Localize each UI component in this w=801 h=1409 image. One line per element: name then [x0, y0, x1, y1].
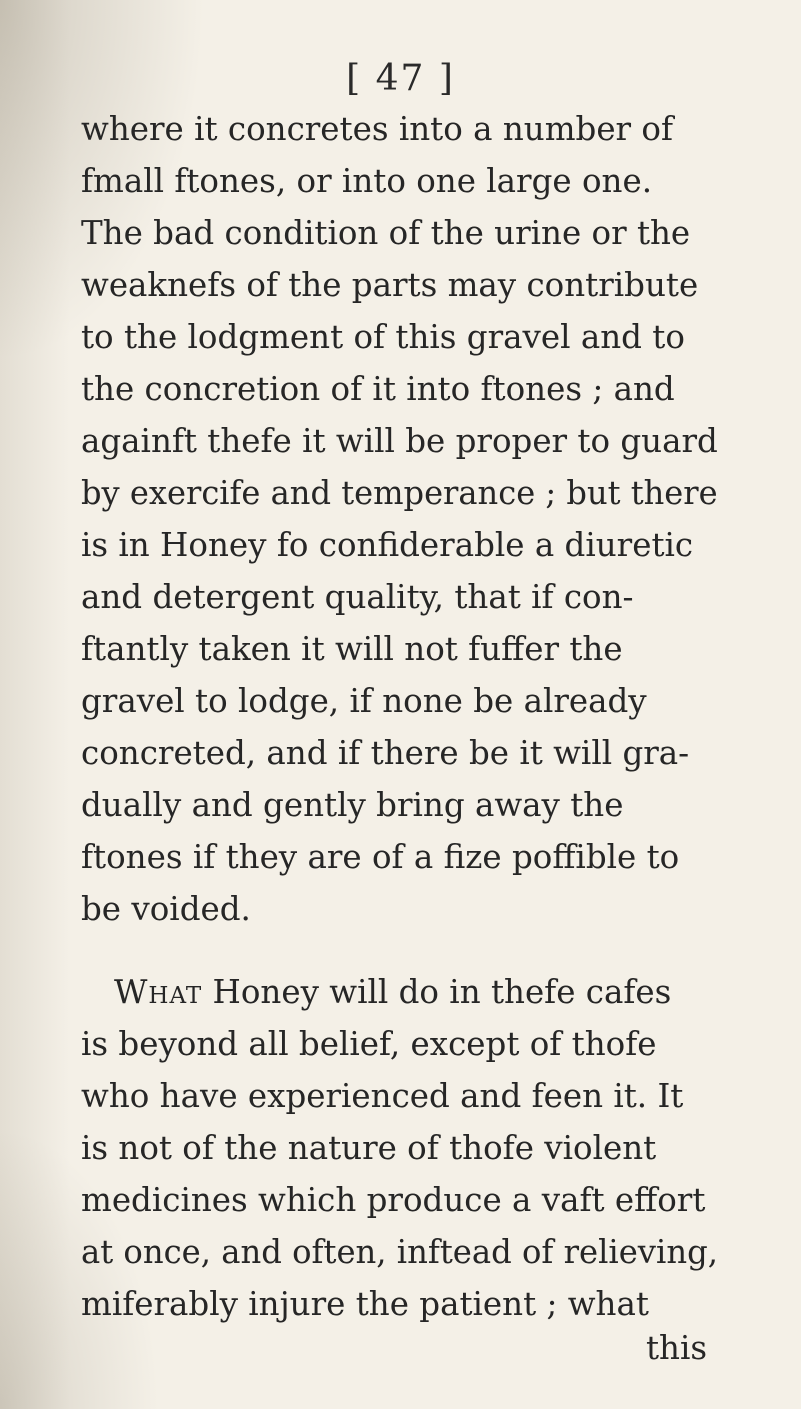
text-line: miferably injure the patient ; what [81, 1285, 649, 1323]
text-line: concreted, and if there be it will gra- [81, 734, 690, 772]
text-line: where it concretes into a number of [81, 110, 674, 148]
text-line: to the lodgment of this gravel and to [81, 318, 685, 356]
text-line: is in Honey fo confiderable a diuretic [81, 526, 694, 564]
text-line-rest: Honey will do in thefe cafes [212, 973, 672, 1011]
text-line: ftantly taken it will not fuffer the [81, 630, 623, 668]
text-line: the concretion of it into ftones ; and [81, 370, 675, 408]
text-line: at once, and often, inftead of relieving, [81, 1233, 718, 1271]
text-line: is beyond all belief, except of thofe [81, 1025, 657, 1063]
text-line: The bad condition of the urine or the [81, 214, 691, 252]
text-line: who have experienced and feen it. It [81, 1077, 684, 1115]
text-line: be voided. [81, 890, 251, 928]
text-line: is not of the nature of thofe violent [81, 1129, 657, 1167]
catchword: this [646, 1329, 708, 1367]
text-line: by exercife and temperance ; but there [81, 474, 718, 512]
page-number-header: [ 47 ] [346, 58, 455, 99]
text-line [114, 973, 672, 1011]
text-line: fmall ftones, or into one large one. [81, 162, 653, 200]
text-line: and detergent quality, that if con- [81, 578, 634, 616]
text-line: dually and gently bring away the [81, 786, 624, 824]
text-line: ftones if they are of a fize poffible to [81, 838, 680, 876]
text-line: againft thefe it will be proper to guard [81, 422, 718, 460]
text-line: weaknefs of the parts may contribute [81, 266, 699, 304]
small-caps-lead: What [114, 973, 203, 1011]
text-line: medicines which produce a vaft effort [81, 1181, 706, 1219]
text-line: gravel to lodge, if none be already [81, 682, 647, 720]
